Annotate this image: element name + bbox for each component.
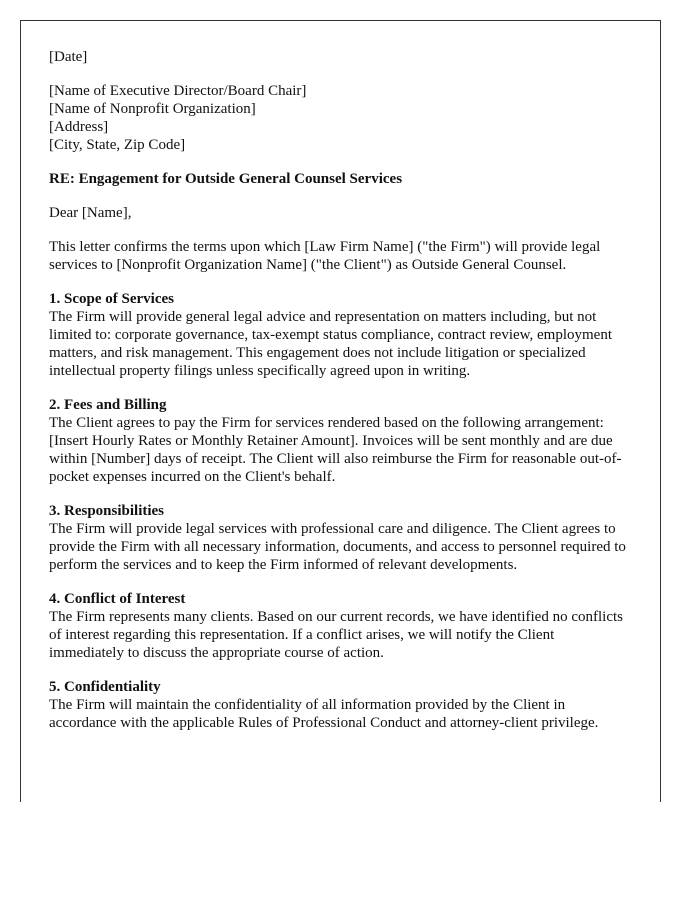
salutation: Dear [Name],: [49, 205, 132, 221]
recipient-city-state-zip: [City, State, Zip Code]: [49, 137, 186, 153]
letter-page: [20, 20, 661, 802]
section-scope: [49, 290, 632, 380]
intro-paragraph: This letter confirms the terms upon which [Law Firm Name] ("the Firm") will provide legal services to [Nonprofit Organization Name] ("the Client") as Outside General Counsel.: [49, 239, 601, 273]
recipient-block: [49, 82, 632, 154]
recipient-address: [Address]: [49, 119, 109, 135]
letter-date: [Date]: [49, 49, 88, 65]
section-heading: 1. Scope of Services: [49, 291, 174, 307]
section-body: The Firm represents many clients. Based on our current records, we have identified no conflicts of interest regarding this representation. If a conflict arises, we will notify the Client immediately to discuss the appropriate course of action.: [49, 609, 623, 661]
section-heading: 4. Conflict of Interest: [49, 591, 186, 607]
section-body: The Client agrees to pay the Firm for services rendered based on the following arrangement: [Insert Hourly Rates or Monthly Retainer Amount]. Invoices will be sent monthly and are due within [Number] days of receipt. The Client will also reimburse the Firm for reasonable out-of-pocket expenses incurred on the Client's behalf.: [49, 415, 622, 485]
section-body: The Firm will maintain the confidentiality of all information provided by the Client in accordance with the applicable Rules of Professional Conduct and attorney-client privilege.: [49, 697, 599, 731]
section-conflict: [49, 590, 632, 662]
section-heading: 2. Fees and Billing: [49, 397, 167, 413]
recipient-organization: [Name of Nonprofit Organization]: [49, 101, 256, 117]
section-confidentiality: [49, 678, 632, 732]
section-heading: 3. Responsibilities: [49, 503, 165, 519]
subject-line: RE: Engagement for Outside General Counsel Services: [49, 171, 403, 187]
recipient-name: [Name of Executive Director/Board Chair]: [49, 83, 307, 99]
section-fees: [49, 396, 632, 486]
section-body: The Firm will provide legal services with professional care and diligence. The Client agrees to provide the Firm with all necessary information, documents, and access to personnel required to perform the services and to keep the Firm informed of relevant developments.: [49, 521, 626, 573]
section-responsibilities: [49, 502, 632, 574]
section-body: The Firm will provide general legal advice and representation on matters including, but not limited to: corporate governance, tax-exempt status compliance, contract review, employment matters, and risk management. This engagement does not include litigation or specialized intellectual property filings unless specifically agreed upon in writing.: [49, 309, 612, 379]
section-heading: 5. Confidentiality: [49, 679, 161, 695]
